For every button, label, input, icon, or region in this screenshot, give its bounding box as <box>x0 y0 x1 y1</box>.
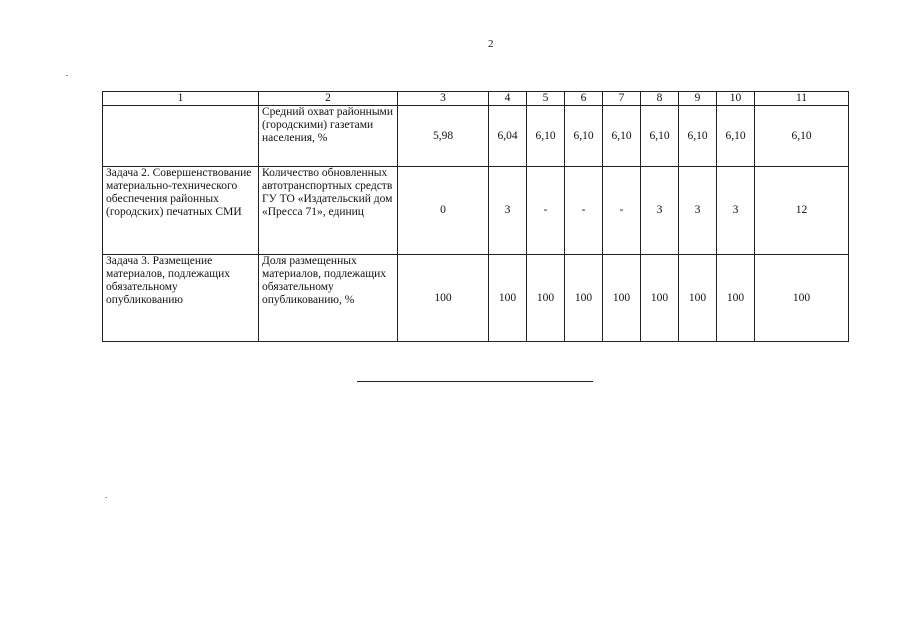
value-cell: 3 <box>717 167 755 255</box>
value-cell: 3 <box>679 167 717 255</box>
value-cell: 100 <box>717 255 755 342</box>
table-row <box>103 167 849 255</box>
page-number: 2 <box>488 38 494 50</box>
value-cell: 6,10 <box>717 106 755 167</box>
column-number: 1 <box>103 92 259 106</box>
value-cell: 100 <box>603 255 641 342</box>
value-cell: 100 <box>527 255 565 342</box>
value-cell: 6,10 <box>679 106 717 167</box>
column-number: 2 <box>259 92 398 106</box>
value-cell: 100 <box>398 255 489 342</box>
value-cell: 100 <box>565 255 603 342</box>
table-header-row <box>103 92 849 106</box>
table-row <box>103 106 849 167</box>
value-cell: 100 <box>489 255 527 342</box>
value-cell: - <box>603 167 641 255</box>
column-number: 11 <box>755 92 849 106</box>
column-number: 9 <box>679 92 717 106</box>
indicator-cell: Доля размещенных материалов, подлежащих обязательному опубликованию, % <box>259 255 398 342</box>
value-cell: 0 <box>398 167 489 255</box>
value-cell: - <box>565 167 603 255</box>
scan-speck <box>66 75 68 76</box>
value-cell: 3 <box>641 167 679 255</box>
value-cell: 6,10 <box>603 106 641 167</box>
column-number: 3 <box>398 92 489 106</box>
scan-speck <box>105 497 107 498</box>
column-number: 7 <box>603 92 641 106</box>
value-cell: 3 <box>489 167 527 255</box>
task-cell: Задача 2. Совершенствование материально-технического обеспечения районных (городских) печатных СМИ <box>103 167 259 255</box>
value-cell: 100 <box>755 255 849 342</box>
indicators-table <box>102 91 849 342</box>
column-number: 4 <box>489 92 527 106</box>
table-row <box>103 255 849 342</box>
value-cell: 6,10 <box>641 106 679 167</box>
indicator-cell: Средний охват районными (городскими) газетами населения, % <box>259 106 398 167</box>
value-cell: 6,10 <box>755 106 849 167</box>
value-cell: 6,10 <box>527 106 565 167</box>
column-number: 8 <box>641 92 679 106</box>
value-cell: 100 <box>679 255 717 342</box>
value-cell: 12 <box>755 167 849 255</box>
task-cell: Задача 3. Размещение материалов, подлежащих обязательному опубликованию <box>103 255 259 342</box>
value-cell: 100 <box>641 255 679 342</box>
value-cell: 6,10 <box>565 106 603 167</box>
value-cell: 5,98 <box>398 106 489 167</box>
column-number: 10 <box>717 92 755 106</box>
column-number: 5 <box>527 92 565 106</box>
column-number: 6 <box>565 92 603 106</box>
value-cell: 6,04 <box>489 106 527 167</box>
task-cell <box>103 106 259 167</box>
closing-rule-line <box>357 381 593 382</box>
indicator-cell: Количество обновленных автотранспортных средств ГУ ТО «Издательский дом «Пресса 71», единиц <box>259 167 398 255</box>
value-cell: - <box>527 167 565 255</box>
